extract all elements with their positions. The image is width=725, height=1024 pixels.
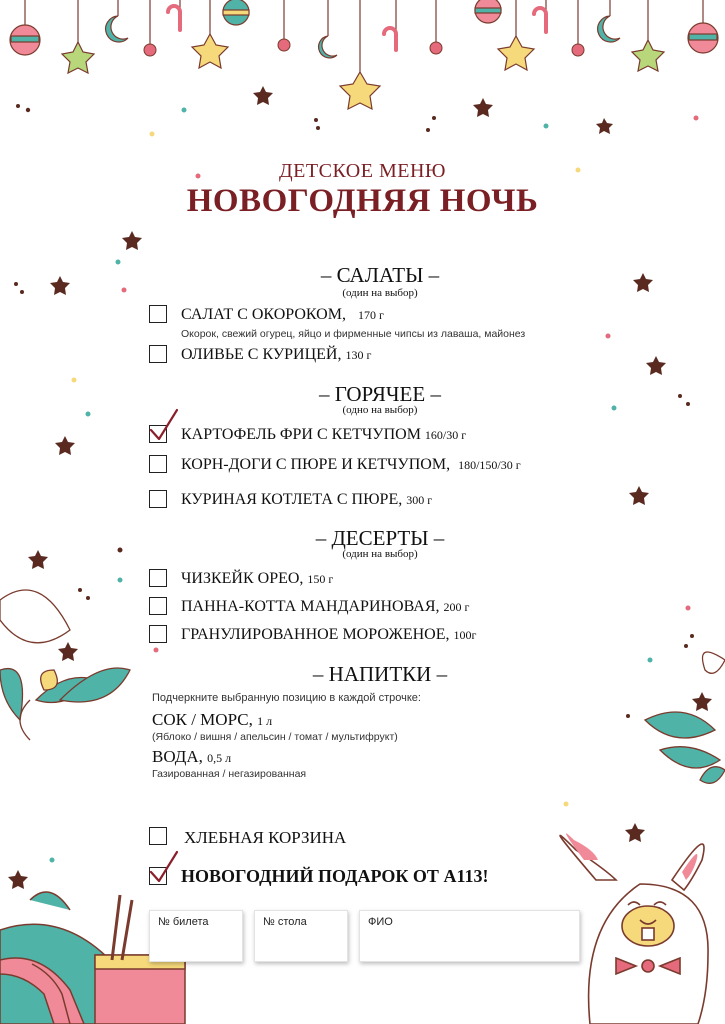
item-bread-basket: ХЛЕБНАЯ КОРЗИНА [184, 828, 347, 847]
section-title-drinks: – НАПИТКИ – [312, 662, 448, 686]
field-label: ФИО [368, 916, 393, 928]
item-corn-dogs [181, 456, 521, 474]
drink-water [152, 747, 231, 767]
item-weight: 100г [453, 628, 477, 642]
item-description: Окорок, свежий огурец, яйцо и фирменные чипсы из лаваша, майонез [181, 328, 526, 340]
section-title-hot: – ГОРЯЧЕЕ – [319, 382, 441, 406]
section-title-desserts: – ДЕСЕРТЫ – [315, 526, 445, 550]
item-weight: 180/150/30 г [458, 458, 521, 472]
section-note-desserts: (один на выбор) [342, 548, 418, 560]
field-label: № билета [158, 916, 209, 928]
item-panna-cotta [181, 598, 469, 616]
item-weight: 150 г [307, 572, 334, 586]
item-name: ВОДА, [152, 747, 203, 766]
item-name: КОРН-ДОГИ С ПЮРЕ И КЕТЧУПОМ, [181, 456, 451, 473]
checkbox-olivier[interactable] [149, 345, 167, 363]
full-name-field[interactable] [359, 910, 580, 962]
menu-subtitle: ДЕТСКОЕ МЕНЮ [279, 160, 446, 182]
item-chicken-cutlet [181, 491, 432, 509]
item-name: КАРТОФЕЛЬ ФРИ С КЕТЧУПОМ [181, 426, 421, 443]
section-note-salads: (один на выбор) [342, 287, 418, 299]
checkbox-salad-ham[interactable] [149, 305, 167, 323]
item-volume: 1 л [257, 714, 273, 728]
item-weight: 160/30 г [424, 428, 467, 442]
item-name: САЛАТ С ОКОРОКОМ, [181, 306, 346, 323]
item-new-year-gift: НОВОГОДНИЙ ПОДАРОК ОТ А113! [181, 866, 489, 886]
checkbox-chicken-cutlet[interactable] [149, 490, 167, 508]
drinks-instruction: Подчеркните выбранную позицию в каждой строчке: [152, 692, 421, 704]
checkmark-icon [148, 850, 178, 882]
field-label: № стола [263, 916, 307, 928]
item-salad-ham [181, 306, 384, 324]
item-name: ПАННА-КОТТА МАНДАРИНОВАЯ, [181, 598, 440, 615]
checkbox-ice-cream[interactable] [149, 625, 167, 643]
checkbox-bread-basket[interactable] [149, 827, 167, 845]
section-title-salads: – САЛАТЫ – [320, 263, 440, 287]
checkmark-icon [148, 408, 178, 440]
drink-water-options[interactable]: Газированная / негазированная [152, 768, 307, 780]
item-name: ЧИЗКЕЙК ОРЕО, [181, 570, 304, 587]
item-weight: 300 г [406, 493, 433, 507]
drink-juice [152, 710, 272, 730]
item-weight: 130 г [345, 348, 372, 362]
section-note-hot: (одно на выбор) [342, 404, 418, 416]
checkbox-panna-cotta[interactable] [149, 597, 167, 615]
item-ice-cream [181, 626, 476, 644]
item-weight: 170 г [357, 308, 384, 322]
checkbox-cheesecake[interactable] [149, 569, 167, 587]
drink-juice-options[interactable]: (Яблоко / вишня / апельсин / томат / мультифрукт) [152, 731, 398, 743]
item-name: СОК / МОРС, [152, 710, 253, 729]
item-volume: 0,5 л [207, 751, 232, 765]
table-number-field[interactable] [254, 910, 348, 962]
item-cheesecake [181, 570, 333, 588]
item-name: ОЛИВЬЕ С КУРИЦЕЙ, [181, 346, 342, 363]
checkbox-corn-dogs[interactable] [149, 455, 167, 473]
item-fries [181, 426, 466, 444]
ticket-number-field[interactable] [149, 910, 243, 962]
item-olivier [181, 346, 371, 364]
menu-title: НОВОГОДНЯЯ НОЧЬ [186, 183, 539, 219]
item-name: ГРАНУЛИРОВАННОЕ МОРОЖЕНОЕ, [181, 626, 450, 643]
item-weight: 200 г [443, 600, 470, 614]
item-name: КУРИНАЯ КОТЛЕТА С ПЮРЕ, [181, 491, 403, 508]
